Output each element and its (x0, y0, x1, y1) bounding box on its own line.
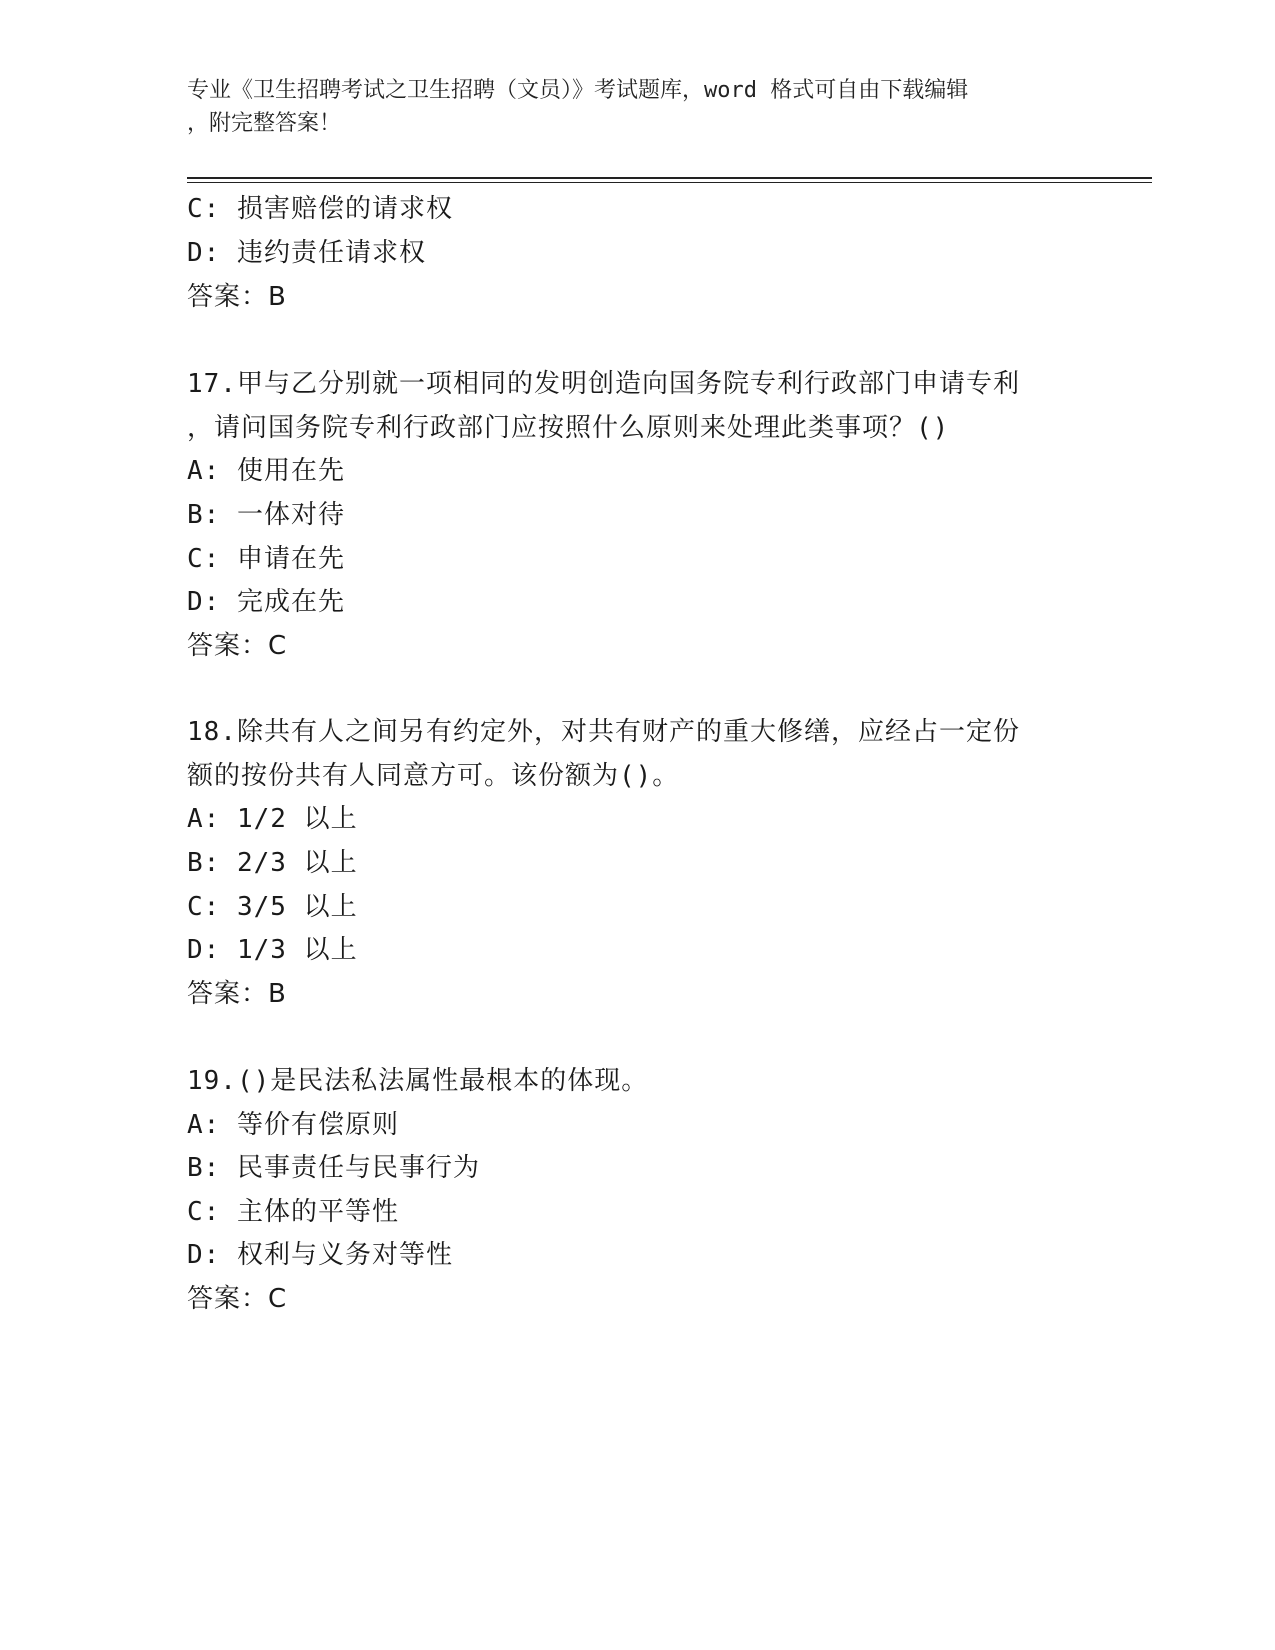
option-d: D: 违约责任请求权 (187, 238, 426, 268)
question-18-text-line-2: 额的按份共有人同意方可。该份额为()。 (187, 761, 680, 791)
question-19-answer: 答案：C (187, 1284, 288, 1314)
header-divider-thin (187, 182, 1152, 183)
question-19-option-c: C: 主体的平等性 (187, 1197, 399, 1227)
header-line-1: 专业《卫生招聘考试之卫生招聘（文员）》考试题库，word 格式可自由下载编辑 (187, 78, 969, 103)
document-header (187, 74, 1067, 140)
question-18-text-line-1: 18.除共有人之间另有约定外，对共有财产的重大修缮，应经占一定份 (187, 717, 1020, 747)
question-17-option-d: D: 完成在先 (187, 587, 345, 617)
question-17-text-line-2: ，请问国务院专利行政部门应按照什么原则来处理此类事项？() (187, 413, 950, 443)
question-17-option-b: B: 一体对待 (187, 500, 345, 530)
header-line-2: ，附完整答案！ (187, 111, 342, 136)
question-17-option-a: A: 使用在先 (187, 456, 345, 486)
question-18-option-d: D: 1/3 以上 (187, 935, 358, 965)
question-18-option-c: C: 3/5 以上 (187, 892, 358, 922)
question-19-text-line-1: 19.()是民法私法属性最根本的体现。 (187, 1066, 649, 1096)
question-19-option-d: D: 权利与义务对等性 (187, 1240, 453, 1270)
question-17-text-line-1: 17.甲与乙分别就一项相同的发明创造向国务院专利行政部门申请专利 (187, 369, 1020, 399)
question-18-answer: 答案：B (187, 979, 287, 1009)
answer-line: 答案：B (187, 282, 287, 312)
question-17-answer: 答案：C (187, 631, 288, 661)
question-18-option-b: B: 2/3 以上 (187, 848, 358, 878)
question-17-option-c: C: 申请在先 (187, 544, 345, 574)
option-c: C: 损害赔偿的请求权 (187, 194, 453, 224)
question-18-option-a: A: 1/2 以上 (187, 804, 358, 834)
question-19-option-a: A: 等价有偿原则 (187, 1110, 399, 1140)
header-divider-thick (187, 177, 1152, 179)
question-19-option-b: B: 民事责任与民事行为 (187, 1153, 480, 1183)
